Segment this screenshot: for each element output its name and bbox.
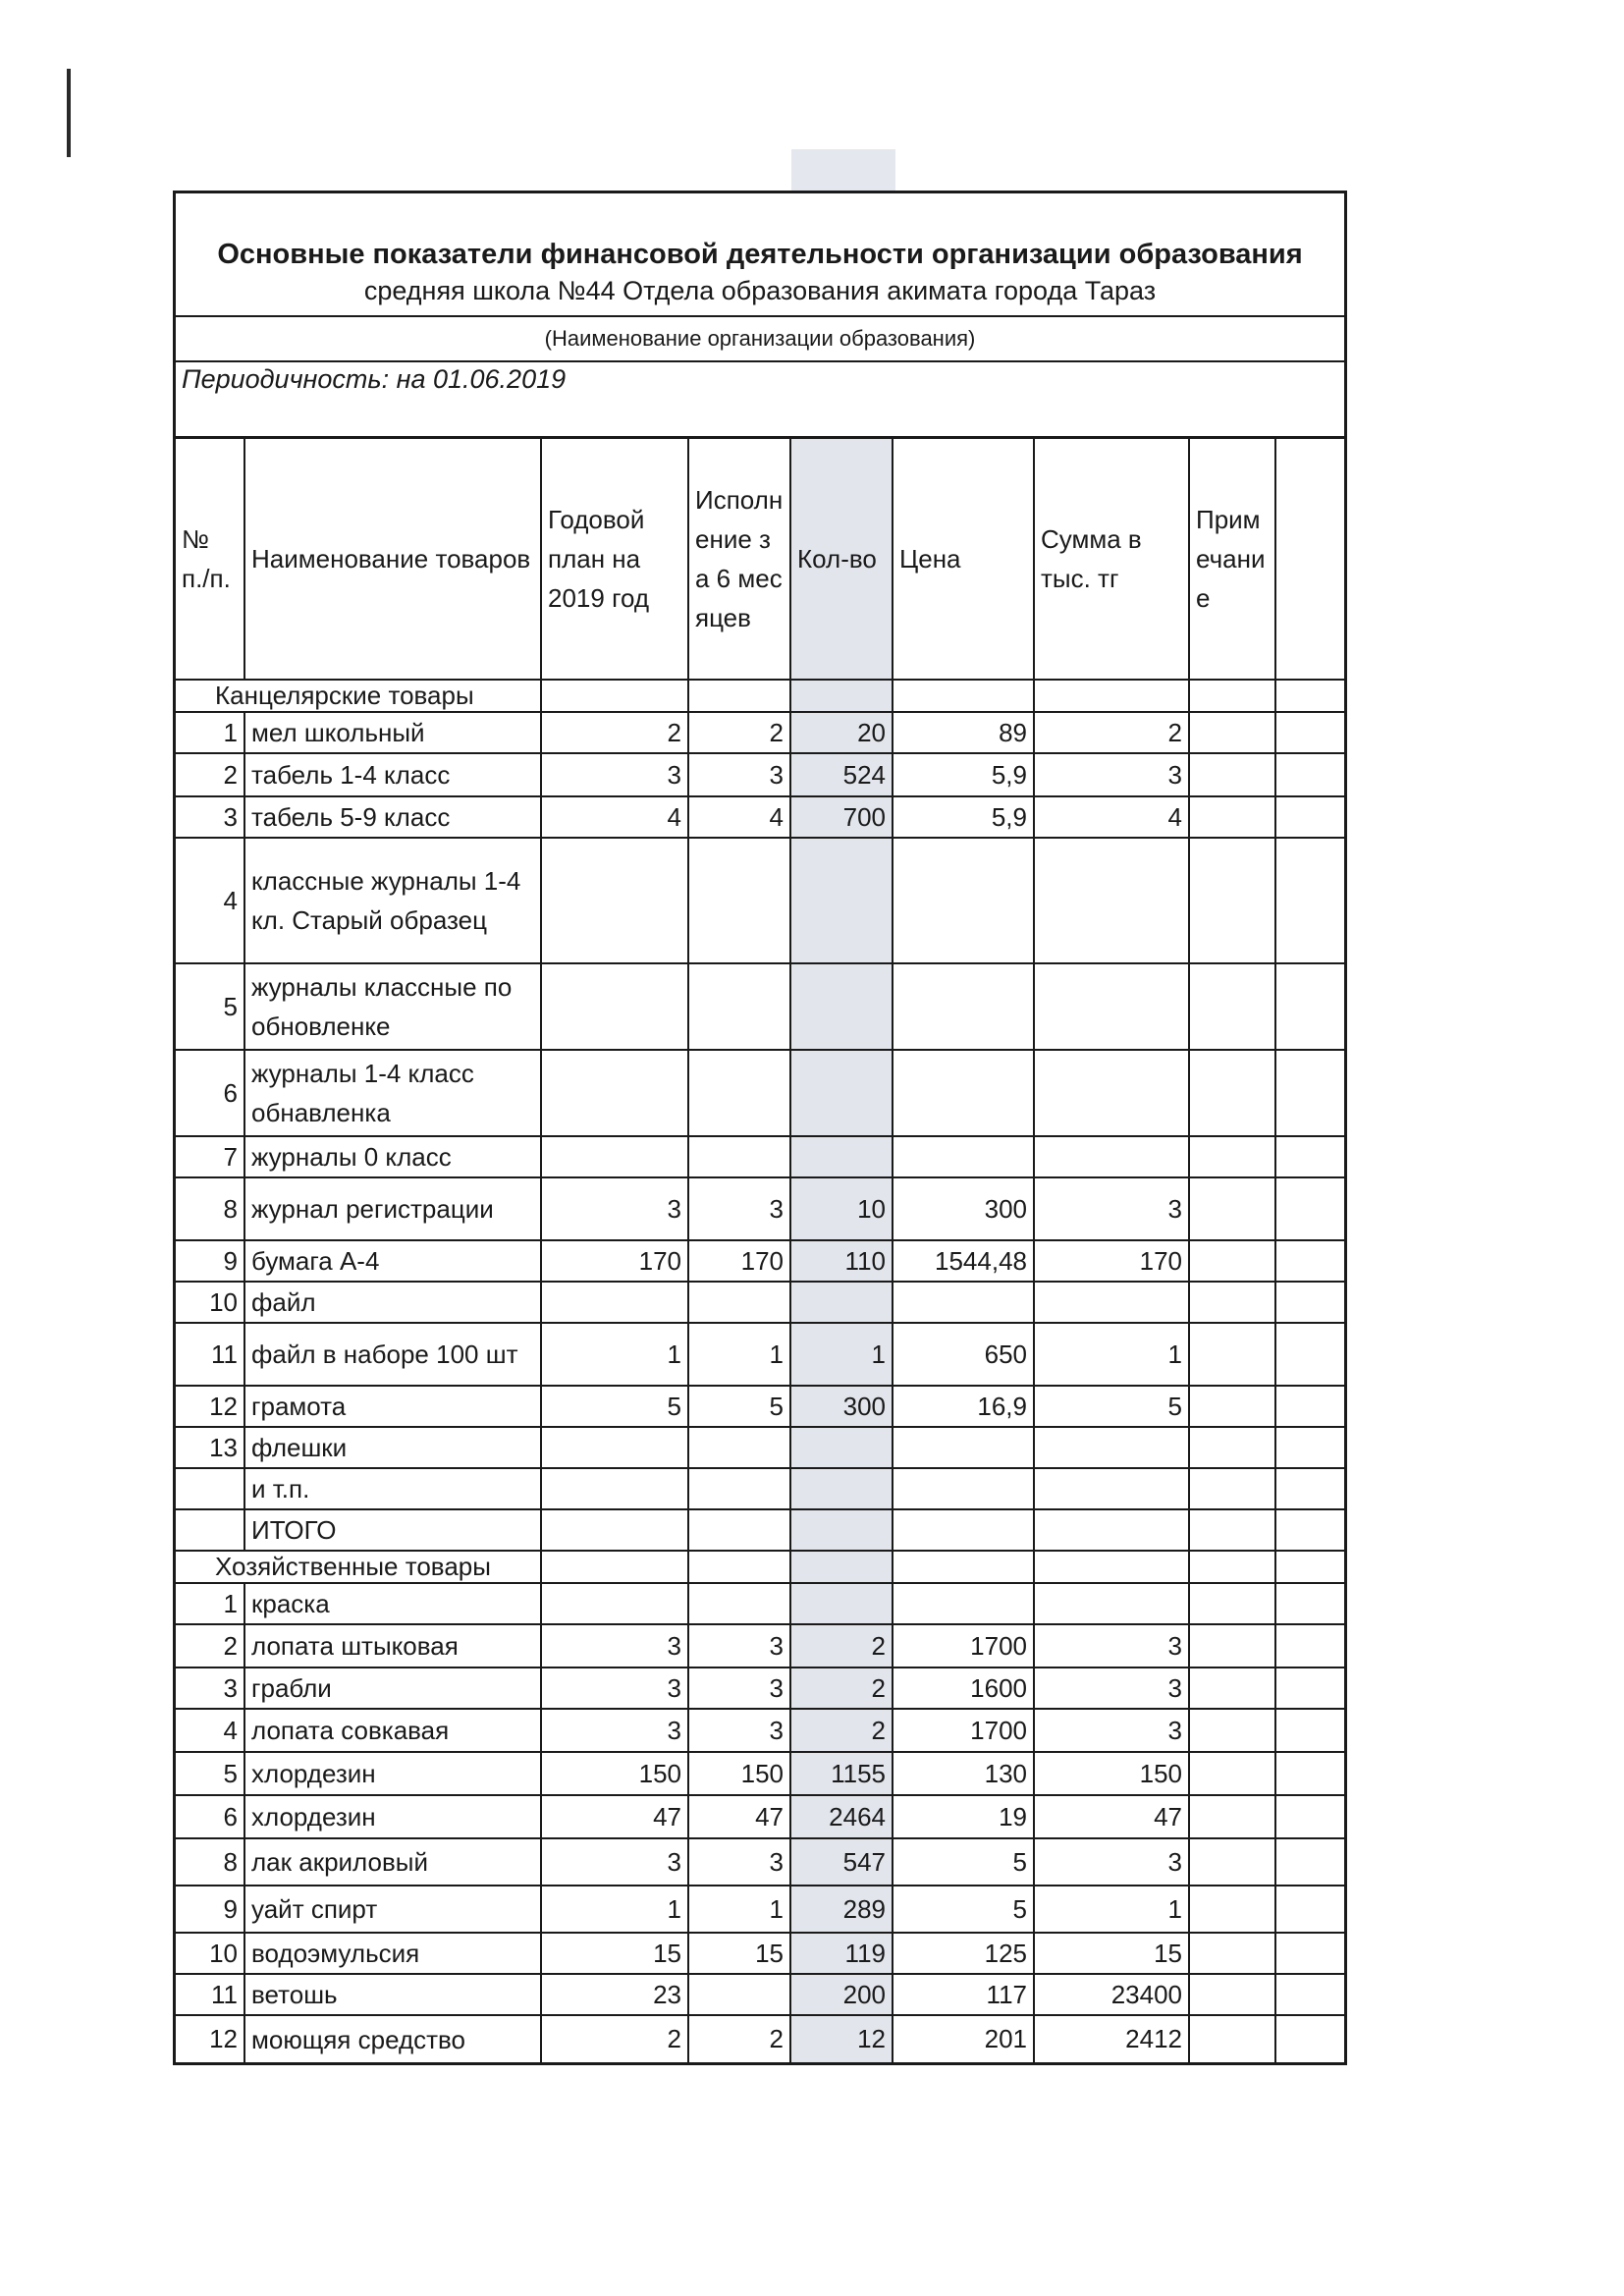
price: 1700 <box>893 1624 1034 1667</box>
extra-cell <box>1275 1838 1344 1886</box>
annual-plan: 15 <box>541 1933 688 1974</box>
extra-cell <box>1275 838 1344 963</box>
note-cell <box>1189 712 1275 753</box>
execution-6-months <box>688 838 790 963</box>
quantity: 1155 <box>790 1752 893 1795</box>
item-name: краска <box>244 1583 541 1624</box>
header-exec: Исполнение за 6 месяцев <box>688 439 790 680</box>
note-cell <box>1189 1386 1275 1427</box>
extra-cell <box>1275 1240 1344 1282</box>
header-note: Примечание <box>1189 439 1275 680</box>
sum-thousand-tenge: 150 <box>1034 1752 1189 1795</box>
price: 1700 <box>893 1709 1034 1752</box>
note-cell <box>1189 1468 1275 1509</box>
sum-thousand-tenge <box>1034 1468 1189 1509</box>
row-number: 11 <box>176 1974 244 2015</box>
table-row <box>176 2015 1344 2062</box>
note-cell <box>1189 1583 1275 1624</box>
note-cell <box>1189 1886 1275 1933</box>
sum-thousand-tenge <box>1034 963 1189 1050</box>
table-row <box>176 1427 1344 1468</box>
extra-cell <box>1275 796 1344 838</box>
table-row <box>176 1933 1344 1974</box>
row-number: 12 <box>176 2015 244 2062</box>
annual-plan: 3 <box>541 1624 688 1667</box>
quantity: 300 <box>790 1386 893 1427</box>
sum-thousand-tenge: 3 <box>1034 1838 1189 1886</box>
extra-cell <box>1275 963 1344 1050</box>
quantity <box>790 1282 893 1323</box>
price: 130 <box>893 1752 1034 1795</box>
quantity: 2 <box>790 1709 893 1752</box>
note-cell <box>1189 838 1275 963</box>
extra-cell <box>1275 1974 1344 2015</box>
table-row <box>176 1974 1344 2015</box>
note-cell <box>1189 796 1275 838</box>
annual-plan: 3 <box>541 1177 688 1240</box>
empty-cell <box>688 680 790 712</box>
empty-cell <box>790 1551 893 1583</box>
item-name: уайт спирт <box>244 1886 541 1933</box>
item-name: табель 1-4 класс <box>244 753 541 796</box>
item-name: лак акриловый <box>244 1838 541 1886</box>
annual-plan <box>541 1583 688 1624</box>
quantity: 200 <box>790 1974 893 2015</box>
sum-thousand-tenge: 4 <box>1034 796 1189 838</box>
table-row <box>176 753 1344 796</box>
price: 125 <box>893 1933 1034 1974</box>
sum-thousand-tenge: 2412 <box>1034 2015 1189 2062</box>
quantity <box>790 1583 893 1624</box>
column-shade-tab <box>791 149 895 192</box>
execution-6-months: 1 <box>688 1323 790 1386</box>
price: 1600 <box>893 1667 1034 1709</box>
row-number: 4 <box>176 1709 244 1752</box>
execution-6-months: 15 <box>688 1933 790 1974</box>
row-number: 4 <box>176 838 244 963</box>
execution-6-months: 2 <box>688 2015 790 2062</box>
item-name: журнал регистрации <box>244 1177 541 1240</box>
goods-table <box>176 439 1344 2062</box>
row-number <box>176 1509 244 1551</box>
annual-plan: 47 <box>541 1795 688 1838</box>
header-sum: Сумма в тыс. тг <box>1034 439 1189 680</box>
item-name: хлордезин <box>244 1795 541 1838</box>
sum-thousand-tenge <box>1034 1583 1189 1624</box>
quantity <box>790 1136 893 1177</box>
price: 5,9 <box>893 796 1034 838</box>
item-name: журналы 1-4 класс обнавленка <box>244 1050 541 1136</box>
execution-6-months: 1 <box>688 1886 790 1933</box>
quantity: 119 <box>790 1933 893 1974</box>
price: 5 <box>893 1838 1034 1886</box>
extra-cell <box>1275 753 1344 796</box>
quantity <box>790 1050 893 1136</box>
header-num: № п./п. <box>176 439 244 680</box>
table-row <box>176 1583 1344 1624</box>
table-row <box>176 1323 1344 1386</box>
item-name: и т.п. <box>244 1468 541 1509</box>
table-row <box>176 712 1344 753</box>
sum-thousand-tenge <box>1034 1136 1189 1177</box>
quantity: 547 <box>790 1838 893 1886</box>
item-name: грамота <box>244 1386 541 1427</box>
item-name: водоэмульсия <box>244 1933 541 1974</box>
extra-cell <box>1275 712 1344 753</box>
item-name: журналы 0 класс <box>244 1136 541 1177</box>
execution-6-months <box>688 1136 790 1177</box>
execution-6-months: 4 <box>688 796 790 838</box>
price: 117 <box>893 1974 1034 2015</box>
empty-cell <box>893 1551 1034 1583</box>
extra-cell <box>1275 1709 1344 1752</box>
table-row <box>176 1624 1344 1667</box>
table-row <box>176 1838 1344 1886</box>
item-name: моющяя средство <box>244 2015 541 2062</box>
row-number: 10 <box>176 1933 244 1974</box>
quantity: 12 <box>790 2015 893 2062</box>
table-row <box>176 963 1344 1050</box>
extra-cell <box>1275 1886 1344 1933</box>
empty-cell <box>1034 1551 1189 1583</box>
extra-cell <box>1275 1323 1344 1386</box>
table-row <box>176 1136 1344 1177</box>
header-price: Цена <box>893 439 1034 680</box>
note-cell <box>1189 1709 1275 1752</box>
section-label: Канцелярские товары <box>176 680 541 712</box>
quantity <box>790 838 893 963</box>
price: 19 <box>893 1795 1034 1838</box>
annual-plan <box>541 1050 688 1136</box>
sum-thousand-tenge: 3 <box>1034 753 1189 796</box>
periodicity-line: Периодичность: на 01.06.2019 <box>176 362 1344 439</box>
execution-6-months: 3 <box>688 753 790 796</box>
row-number: 7 <box>176 1136 244 1177</box>
annual-plan: 23 <box>541 1974 688 2015</box>
note-cell <box>1189 1752 1275 1795</box>
note-cell <box>1189 1282 1275 1323</box>
row-number <box>176 1468 244 1509</box>
quantity: 10 <box>790 1177 893 1240</box>
sum-thousand-tenge: 1 <box>1034 1886 1189 1933</box>
row-number: 9 <box>176 1240 244 1282</box>
item-name: ветошь <box>244 1974 541 2015</box>
annual-plan <box>541 1509 688 1551</box>
item-name: табель 5-9 класс <box>244 796 541 838</box>
extra-cell <box>1275 1386 1344 1427</box>
extra-cell <box>1275 1050 1344 1136</box>
table-row <box>176 1667 1344 1709</box>
annual-plan <box>541 1427 688 1468</box>
price: 201 <box>893 2015 1034 2062</box>
row-number: 3 <box>176 1667 244 1709</box>
extra-cell <box>1275 1136 1344 1177</box>
price <box>893 838 1034 963</box>
extra-cell <box>1275 1624 1344 1667</box>
note-cell <box>1189 1624 1275 1667</box>
sum-thousand-tenge <box>1034 1282 1189 1323</box>
quantity <box>790 963 893 1050</box>
extra-cell <box>1275 1468 1344 1509</box>
execution-6-months: 3 <box>688 1177 790 1240</box>
price <box>893 1468 1034 1509</box>
execution-6-months: 3 <box>688 1838 790 1886</box>
annual-plan: 1 <box>541 1886 688 1933</box>
extra-cell <box>1275 1795 1344 1838</box>
row-number: 3 <box>176 796 244 838</box>
sum-thousand-tenge: 1 <box>1034 1323 1189 1386</box>
note-cell <box>1189 1427 1275 1468</box>
empty-cell <box>1275 1551 1344 1583</box>
note-cell <box>1189 1974 1275 2015</box>
empty-cell <box>893 680 1034 712</box>
execution-6-months: 3 <box>688 1667 790 1709</box>
table-body <box>176 680 1344 2062</box>
extra-cell <box>1275 1282 1344 1323</box>
empty-cell <box>1189 1551 1275 1583</box>
row-number: 5 <box>176 1752 244 1795</box>
row-number: 6 <box>176 1795 244 1838</box>
empty-cell <box>541 1551 688 1583</box>
annual-plan <box>541 963 688 1050</box>
row-number: 1 <box>176 1583 244 1624</box>
annual-plan: 3 <box>541 753 688 796</box>
document-sheet <box>173 191 1347 2065</box>
item-name: лопата штыковая <box>244 1624 541 1667</box>
sum-thousand-tenge <box>1034 1050 1189 1136</box>
empty-cell <box>790 680 893 712</box>
execution-6-months <box>688 1468 790 1509</box>
sum-thousand-tenge: 3 <box>1034 1624 1189 1667</box>
item-name: флешки <box>244 1427 541 1468</box>
quantity: 20 <box>790 712 893 753</box>
sum-thousand-tenge: 170 <box>1034 1240 1189 1282</box>
execution-6-months <box>688 1050 790 1136</box>
execution-6-months <box>688 1282 790 1323</box>
annual-plan <box>541 1282 688 1323</box>
execution-6-months: 3 <box>688 1709 790 1752</box>
empty-cell <box>1275 680 1344 712</box>
sum-thousand-tenge: 3 <box>1034 1667 1189 1709</box>
quantity <box>790 1468 893 1509</box>
table-row <box>176 1886 1344 1933</box>
row-number: 5 <box>176 963 244 1050</box>
row-number: 9 <box>176 1886 244 1933</box>
table-header-row <box>176 439 1344 680</box>
note-cell <box>1189 1509 1275 1551</box>
price <box>893 1050 1034 1136</box>
table-row <box>176 1509 1344 1551</box>
table-row <box>176 1282 1344 1323</box>
execution-6-months <box>688 1974 790 2015</box>
empty-cell <box>688 1551 790 1583</box>
extra-cell <box>1275 1667 1344 1709</box>
price: 300 <box>893 1177 1034 1240</box>
extra-cell <box>1275 1583 1344 1624</box>
row-number: 2 <box>176 753 244 796</box>
price: 1544,48 <box>893 1240 1034 1282</box>
section-row <box>176 1551 1344 1583</box>
table-row <box>176 796 1344 838</box>
price: 5,9 <box>893 753 1034 796</box>
row-number: 10 <box>176 1282 244 1323</box>
extra-cell <box>1275 1509 1344 1551</box>
empty-cell <box>1189 680 1275 712</box>
annual-plan: 5 <box>541 1386 688 1427</box>
section-row <box>176 680 1344 712</box>
price <box>893 1509 1034 1551</box>
organization-caption: (Наименование организации образования) <box>176 317 1344 362</box>
item-name: ИТОГО <box>244 1509 541 1551</box>
execution-6-months: 3 <box>688 1624 790 1667</box>
item-name: грабли <box>244 1667 541 1709</box>
extra-cell <box>1275 2015 1344 2062</box>
note-cell <box>1189 2015 1275 2062</box>
table-row <box>176 1240 1344 1282</box>
quantity: 2464 <box>790 1795 893 1838</box>
sum-thousand-tenge <box>1034 838 1189 963</box>
annual-plan: 4 <box>541 796 688 838</box>
execution-6-months <box>688 1509 790 1551</box>
note-cell <box>1189 753 1275 796</box>
execution-6-months: 2 <box>688 712 790 753</box>
annual-plan: 3 <box>541 1709 688 1752</box>
quantity <box>790 1509 893 1551</box>
row-number: 11 <box>176 1323 244 1386</box>
execution-6-months <box>688 1427 790 1468</box>
header-qty: Кол-во <box>790 439 893 680</box>
row-number: 8 <box>176 1177 244 1240</box>
price <box>893 1282 1034 1323</box>
execution-6-months <box>688 963 790 1050</box>
quantity: 2 <box>790 1667 893 1709</box>
price: 16,9 <box>893 1386 1034 1427</box>
note-cell <box>1189 1050 1275 1136</box>
sum-thousand-tenge: 3 <box>1034 1177 1189 1240</box>
quantity: 110 <box>790 1240 893 1282</box>
item-name: классные журналы 1-4 кл. Старый образец <box>244 838 541 963</box>
note-cell <box>1189 1838 1275 1886</box>
row-number: 12 <box>176 1386 244 1427</box>
execution-6-months: 170 <box>688 1240 790 1282</box>
annual-plan <box>541 838 688 963</box>
sum-thousand-tenge: 23400 <box>1034 1974 1189 2015</box>
header-plan: Годовой план на 2019 год <box>541 439 688 680</box>
sum-thousand-tenge: 3 <box>1034 1709 1189 1752</box>
extra-cell <box>1275 1427 1344 1468</box>
row-number: 6 <box>176 1050 244 1136</box>
header-extra <box>1275 439 1344 680</box>
table-row <box>176 1386 1344 1427</box>
price <box>893 1583 1034 1624</box>
extra-cell <box>1275 1933 1344 1974</box>
annual-plan: 1 <box>541 1323 688 1386</box>
table-row <box>176 1050 1344 1136</box>
annual-plan <box>541 1468 688 1509</box>
note-cell <box>1189 1667 1275 1709</box>
row-number: 2 <box>176 1624 244 1667</box>
empty-cell <box>541 680 688 712</box>
item-name: файл в наборе 100 шт <box>244 1323 541 1386</box>
extra-cell <box>1275 1752 1344 1795</box>
annual-plan: 2 <box>541 712 688 753</box>
item-name: хлордезин <box>244 1752 541 1795</box>
note-cell <box>1189 1933 1275 1974</box>
extra-cell <box>1275 1177 1344 1240</box>
price: 89 <box>893 712 1034 753</box>
annual-plan: 150 <box>541 1752 688 1795</box>
row-number: 1 <box>176 712 244 753</box>
price <box>893 1427 1034 1468</box>
table-row <box>176 1795 1344 1838</box>
annual-plan: 3 <box>541 1667 688 1709</box>
sum-thousand-tenge <box>1034 1427 1189 1468</box>
note-cell <box>1189 1240 1275 1282</box>
execution-6-months: 150 <box>688 1752 790 1795</box>
item-name: бумага А-4 <box>244 1240 541 1282</box>
note-cell <box>1189 1795 1275 1838</box>
annual-plan: 2 <box>541 2015 688 2062</box>
note-cell <box>1189 1136 1275 1177</box>
quantity: 2 <box>790 1624 893 1667</box>
annual-plan: 3 <box>541 1838 688 1886</box>
quantity: 1 <box>790 1323 893 1386</box>
sum-thousand-tenge <box>1034 1509 1189 1551</box>
sum-thousand-tenge: 5 <box>1034 1386 1189 1427</box>
item-name: журналы классные по обновленке <box>244 963 541 1050</box>
price <box>893 963 1034 1050</box>
row-number: 8 <box>176 1838 244 1886</box>
organization-name: средняя школа №44 Отдела образования акимата города Тараз <box>363 276 1157 305</box>
execution-6-months: 47 <box>688 1795 790 1838</box>
sum-thousand-tenge: 2 <box>1034 712 1189 753</box>
section-label: Хозяйственные товары <box>176 1551 541 1583</box>
execution-6-months: 5 <box>688 1386 790 1427</box>
empty-cell <box>1034 680 1189 712</box>
scan-edge-mark <box>67 69 71 157</box>
header-name: Наименование товаров <box>244 439 541 680</box>
annual-plan <box>541 1136 688 1177</box>
quantity: 700 <box>790 796 893 838</box>
item-name: мел школьный <box>244 712 541 753</box>
table-row <box>176 838 1344 963</box>
sum-thousand-tenge: 47 <box>1034 1795 1189 1838</box>
table-row <box>176 1709 1344 1752</box>
annual-plan: 170 <box>541 1240 688 1282</box>
quantity <box>790 1427 893 1468</box>
item-name: лопата совкавая <box>244 1709 541 1752</box>
title-block <box>176 193 1344 317</box>
table-row <box>176 1752 1344 1795</box>
document-title: Основные показатели финансовой деятельности организации образования <box>217 239 1303 270</box>
note-cell <box>1189 1323 1275 1386</box>
note-cell <box>1189 1177 1275 1240</box>
note-cell <box>1189 963 1275 1050</box>
sum-thousand-tenge: 15 <box>1034 1933 1189 1974</box>
price: 650 <box>893 1323 1034 1386</box>
table-row <box>176 1177 1344 1240</box>
price <box>893 1136 1034 1177</box>
row-number: 13 <box>176 1427 244 1468</box>
quantity: 289 <box>790 1886 893 1933</box>
price: 5 <box>893 1886 1034 1933</box>
table-row <box>176 1468 1344 1509</box>
execution-6-months <box>688 1583 790 1624</box>
item-name: файл <box>244 1282 541 1323</box>
quantity: 524 <box>790 753 893 796</box>
